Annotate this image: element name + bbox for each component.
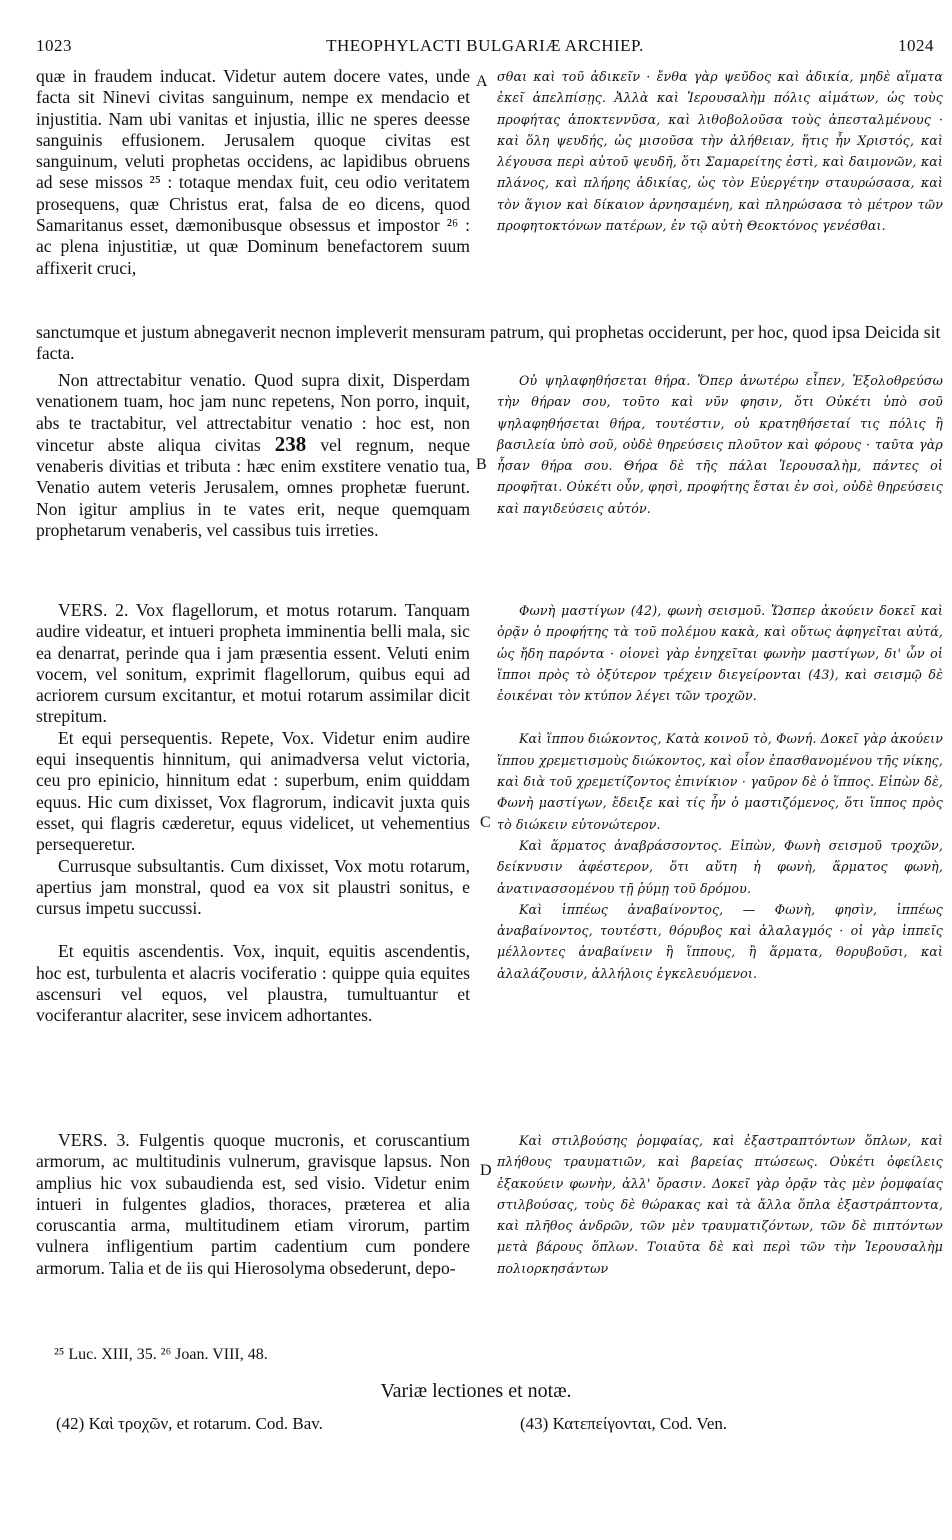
greek-paragraph: Καὶ ἱππέως ἀναβαίνοντος, — Φωνὴ, φησὶν, ἱππέως ἀναβαίνοντος, τουτέστι, θόρυβος καὶ ἀλαλαγμός · οἱ γὰρ ἱππεῖς μέλλοντες ἀναβαίνειν ἢ ἵππους, ἢ ἅρματα, θορυβοῦσι, καὶ ἀλαλάζουσιν, ἀλλήλοις ἐγκελευόμενοι.: [497, 901, 943, 981]
greek-paragraph: Φωνὴ μαστίγων (42), φωνὴ σεισμοῦ. Ὥσπερ ἀκούειν δοκεῖ καὶ ὁρᾷν ὁ προφήτης τὰ τοῦ πολέμου κακὰ, καὶ οὕτως ἀφηγεῖται αὐτά, ὡς ἤδη παρόντα · οἱονεὶ γὰρ ἐνηχεῖται φωνὴν μαστίγων, δι' ὧν οἱ ἵπποι πρὸς τὸ ὀξύτερον τρέχειν διεγείρονται (43), καὶ σεισμῷ δὲ ἐοικέναι τὸν κτύπον λέγει τῶν τροχῶν.: [497, 603, 943, 704]
running-header: [36, 36, 934, 56]
spacer: [497, 706, 943, 728]
variant-note-42: (42) Καὶ τροχῶν, et rotarum. Cod. Bav.: [56, 1414, 323, 1433]
footnotes: ²⁵ Luc. XIII, 35. ²⁶ Joan. VIII, 48.: [54, 1346, 268, 1363]
column-mark: 238: [274, 431, 307, 456]
greek-column-section-1: [497, 370, 943, 519]
greek-column-section-2: [497, 600, 943, 984]
spacer: [36, 919, 470, 941]
greek-paragraph: σθαι καὶ τοῦ ἀδικεῖν · ἔνθα γὰρ ψεῦδος καὶ ἀδικία, μηδὲ αἵματα ἐκεῖ ἀπελπίσῃς. Ἀλλὰ καὶ Ἱερουσαλὴμ πόλις αἱμάτων, ὡς τοὺς προφήτας ἀποκτεννῦσα, καὶ λιθοβολοῦσα τοὺς ἀπεσταλμένους · καὶ ὅλη ψευδής, ὡς μισοῦσα τὴν ἀλήθειαν, ἥτις ἦν Χριστός, καὶ λέγουσα περὶ αὐτοῦ ψευδῆ, ὅτι Σαμαρείτης ἐστὶ, καὶ δαιμονῶν, καὶ πλάνος, καὶ πλήρης ἀδικίας, ὡς τὸν Εὐεργέτην σταυρώσασα, καὶ τὸν ἅγιον καὶ δίκαιον ἀρνησαμένη, καὶ πληρώσασα τὸ μέτρον τῶν προφητοκτόνων πατέρων, ἐν τῷ αὐτὴ Θεοκτόνος γενέσθαι.: [497, 69, 943, 234]
margin-letter-a: A: [476, 73, 488, 90]
latin-column-top: [36, 66, 470, 279]
latin-column-section-2: [36, 600, 470, 1027]
greek-paragraph: Καὶ ἅρματος ἀναβράσσοντος. Εἰπὼν, Φωνὴ σεισμοῦ τροχῶν, δείκνυσιν ἀφέστερον, ὅτι αὕτη ἡ φωνὴ, ἅρματος φωνὴ, ἀνατινασσομένου τῇ ῥύμῃ τοῦ δρόμου.: [497, 837, 943, 896]
latin-paragraph: quæ in fraudem inducat. Videtur autem docere vates, unde facta sit Ninevi civitas sanguinum, nempe ex mendacio et injustitia. Nam ubi vanitas et injustia, illic ne speres deesse sanguinis effusionem. Jerusalem quoque civitas est sanguinum, veluti prophetas occidens, ac lapidibus obruens ad sese missos ²⁵ : totaque mendax fuit, ceu odio veritatem prosequens, quæ Christus erat, falsa de eo dicens, quod Samaritanus esset, dæmonibusque obsessus et impostor ²⁶ : ac plena injustitiæ, ut quæ Dominum benefactorem suum affixerit cruci,: [36, 66, 470, 278]
latin-paragraph: Et equi persequentis. Repete, Vox. Videtur enim audire equi insequentis hinnitum, qui animadversa velut victoria, ceu pro epinicio, hinnitum edat : superbum, enim quiddam equus. Hic cum dixisset, Vox flagrorum, indicavit juxta quis esset, qui flagris cæderetur, equus videlicet, ut vehementius persequeretur.: [36, 727, 470, 855]
running-title: THEOPHYLACTI BULGARIÆ ARCHIEP.: [326, 36, 644, 55]
latin-paragraph: VERS. 2. Vox flagellorum, et motus rotarum. Tanquam audire videatur, et intueri propheta imminentia belli mala, sic ea denarrat, perinde qua i jam præsentia essent. Veluti enim vocem, vel sonitum, exprimit flagellorum, quibus equi ad acriorem cursum excitantur, et motui rotarum assimilar dicit strepitum.: [36, 600, 470, 727]
margin-letter-b: B: [476, 456, 487, 473]
variae-title: Variæ lectiones et notæ.: [380, 1380, 572, 1402]
latin-column-section-3: [36, 1130, 470, 1279]
latin-paragraph: Et equitis ascendentis. Vox, inquit, equitis ascendentis, hoc est, turbulenta et alacris vociferatio : quippe quia equites ascensuri vel equos, vel plaustra, tumultuantur et vociferantur alacriter, sese invicem adhortantes.: [36, 941, 470, 1026]
latin-column-section-1: [36, 370, 470, 541]
greek-column-section-3: [497, 1130, 943, 1279]
greek-paragraph: Οὐ ψηλαφηθήσεται θήρα. Ὅπερ ἀνωτέρω εἶπεν, Ἐξολοθρεύσω τὴν θήραν σου, τοῦτο καὶ νῦν φησιν, ὅτι Οὐκέτι ὑπὸ σοῦ ψηλαφηθήσεται θήρα, τουτέστιν, οὐ κρατηθήσεταί τις πόλις ἢ βασιλεία ὑπὸ σοῦ, οὐδὲ θηρεύσεις πλοῦτον καὶ φόρους · ταῦτα γὰρ ἦσαν θήρα σου. Θήρα δὲ τῆς πάλαι Ἱερουσαλὴμ, πάντες οἱ προφῆται. Οὐκέτι οὖν, φησὶ, προφήτης ἔσται ἐν σοὶ, οὐδὲ θηρεύσεις καὶ παγιδεύσεις αὐτόν.: [497, 373, 943, 516]
left-column-number: 1023: [36, 36, 72, 55]
latin-paragraph: Currusque subsultantis. Cum dixisset, Vox motu rotarum, apertius jam monstral, quod ea vox sit plaustri sonitus, e cursus impetu succussi.: [36, 855, 470, 919]
latin-paragraph: VERS. 3. Fulgentis quoque mucronis, et coruscantium armorum, ac multitudinis vulnerum, gravisque lapsus. Non amplius hic vox subaudienda est, sed visio. Videtur enim intueri in fulgentes gladios, thoraces, præterea et alia coruscantia arma, multitudinem etiam virorum, partim vulnera infligentium partim cadentium cum pondere armorum. Talia et de iis qui Hierosolyma obsederunt, depo-: [36, 1130, 470, 1278]
variant-note-43: (43) Κατεπείγονται, Cod. Ven.: [520, 1414, 728, 1433]
margin-letter-c: C: [480, 814, 491, 831]
latin-text: Non attrectabitur venatio. Quod supra dixit, Disperdam venationem tuam, hoc jam nunc repetens, Non porro, inquit, abs te tractabitur, vel attrectabitur venatio : hoc est, non vincetur abste aliqua civitas: [36, 370, 470, 455]
latin-paragraph: [36, 370, 470, 541]
full-width-paragraph: sanctumque et justum abnegaverit necnon impleverit mensuram patrum, qui prophetas occiderunt, per hoc, quod ipsa Deicida sit facta.: [36, 322, 941, 364]
right-column-number: 1024: [898, 36, 934, 55]
greek-paragraph: Καὶ ἵππου διώκοντος, Κατὰ κοινοῦ τὸ, Φωνή. Δοκεῖ γὰρ ἀκούειν ἵππου χρεμετισμοὺς διώκοντος, καὶ οἷον ἐπασθανομένου τῆς νίκης, καὶ διὰ τοῦ χρεμετίζοντος ἐπινίκιον · γαῦρον δὲ ὁ ἵππος. Εἰπὼν δὲ, Φωνὴ μαστίγων, ἔδειξε καὶ τίς ἦν ὁ μαστιζόμενος, ὅτι ἵππος πρὸς τὸ διώκειν εὐτονώτερον.: [497, 731, 943, 832]
greek-column-top: [497, 66, 943, 236]
greek-paragraph: Καὶ στιλβούσης ῥομφαίας, καὶ ἐξαστραπτόντων ὅπλων, καὶ πλήθους τραυματιῶν, καὶ βαρείας πτώσεως. Οὐκέτι ὀφείλεις ἐξακούειν φωνὴν, ἀλλ' ὅρασιν. Δοκεῖ γὰρ ὁρᾷν τὰς μὲν ῥομφαίας στιλβούσας, τοὺς δὲ θώρακας καὶ τὰ ἄλλα ὅπλα ἐξαστράπτοντα, καὶ πλῆθος ἀνδρῶν, τῶν μὲν τραυματιζόντων, τῶν δὲ πιπτόντων μετὰ βάρους ὅπλων. Τοιαῦτα δὲ καὶ περὶ τῶν τὴν Ἱερουσαλὴμ πολιορκησάντων: [497, 1133, 943, 1276]
full-width-line: [36, 322, 946, 365]
margin-letter-d: D: [480, 1162, 492, 1179]
latin-text: vel regnum, neque venaberis divitias et tributa : hæc enim exstitere venatio tua, Venatio autem veteris Jerusalem, omnes prophetæ fuerunt. Non igitur amplius in te vates erit, neque quemquam prophetarum venaberis, vel cassibus tuis irreties.: [36, 434, 471, 541]
